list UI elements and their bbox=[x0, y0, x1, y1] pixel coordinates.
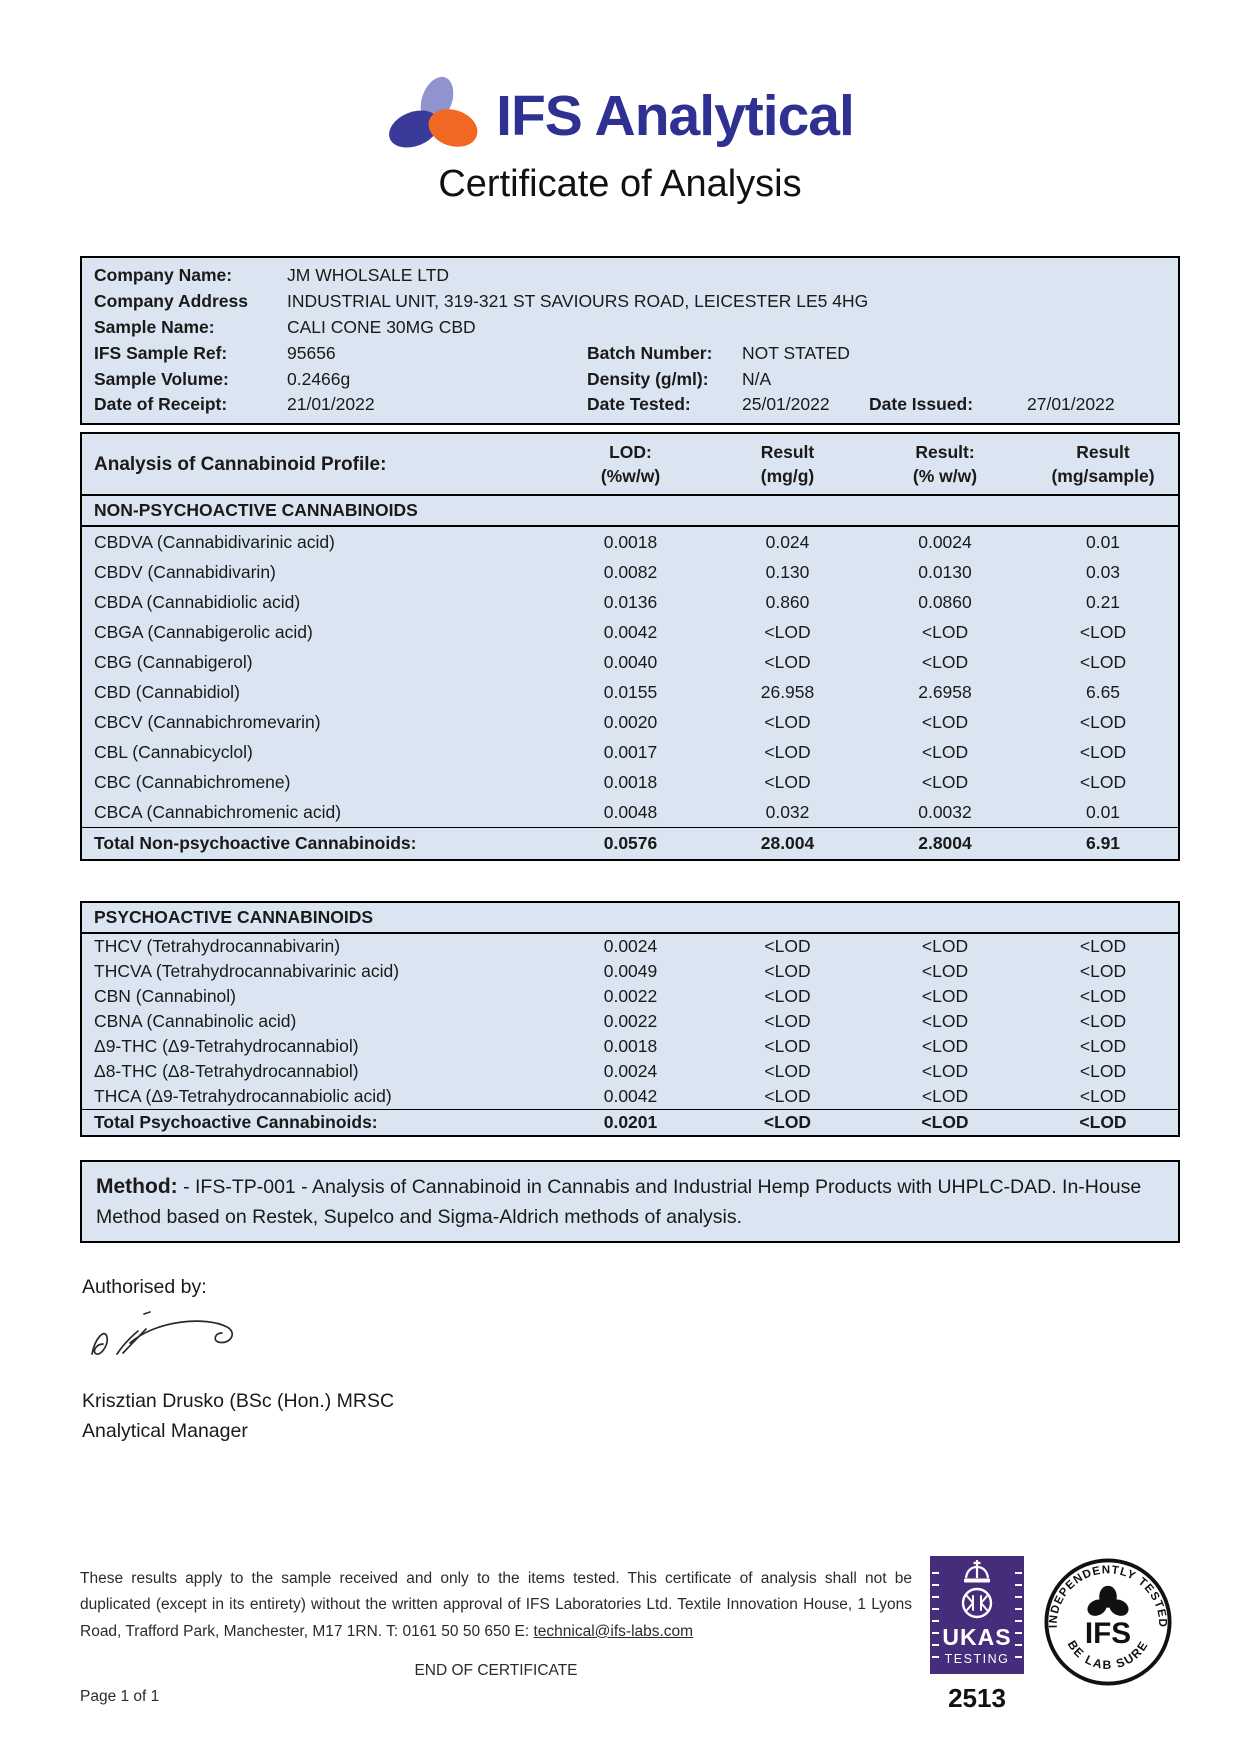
cell-name: CBC (Cannabichromene) bbox=[94, 771, 291, 792]
cannabinoid-row bbox=[82, 557, 1178, 587]
total-name: Total Psychoactive Cannabinoids: bbox=[94, 1112, 378, 1132]
total-mgg: <LOD bbox=[763, 1112, 812, 1132]
brand-name: IFS Analytical bbox=[496, 84, 854, 148]
cell-lod: 0.0048 bbox=[603, 801, 658, 822]
total-mgg: 28.004 bbox=[760, 833, 815, 854]
sample-name-value: CALI CONE 30MG CBD bbox=[287, 316, 476, 337]
date-issued-value: 27/01/2022 bbox=[1027, 394, 1115, 415]
cell-mg_sample: <LOD bbox=[1079, 1086, 1127, 1106]
cell-mg_sample: 0.01 bbox=[1085, 801, 1121, 822]
batch-number-label: Batch Number: bbox=[587, 342, 713, 363]
stamp-top-text: INDEPENDENTLY TESTED bbox=[1047, 1564, 1169, 1629]
cell-name: THCV (Tetrahydrocannabivarin) bbox=[94, 936, 341, 956]
cell-mg_g: <LOD bbox=[764, 771, 811, 792]
col-header-mgsample bbox=[1024, 441, 1182, 488]
cannabinoid-row bbox=[82, 677, 1178, 707]
cell-lod: 0.0017 bbox=[603, 741, 658, 762]
info-row-dates bbox=[82, 392, 1178, 418]
sample-volume-value: 0.2466g bbox=[287, 368, 351, 389]
col-header-mgsample-line2: (mg/sample) bbox=[1051, 465, 1155, 486]
cell-mg_g: 0.130 bbox=[765, 561, 810, 582]
col-header-lod-line1: LOD: bbox=[609, 442, 652, 462]
date-of-receipt-value: 21/01/2022 bbox=[287, 394, 375, 415]
cannabinoid-row bbox=[82, 1059, 1178, 1084]
cell-mg_sample: <LOD bbox=[1079, 1011, 1127, 1031]
cell-name: CBNA (Cannabinolic acid) bbox=[94, 1011, 297, 1031]
method-text: - IFS-TP-001 - Analysis of Cannabinoid in Cannabis and Industrial Hemp Products with UHPLC-DAD. In-House Method based on Restek, Supelco and Sigma-Aldrich methods of analysis. bbox=[96, 1176, 1142, 1228]
col-header-mgg bbox=[709, 441, 866, 488]
density-value: N/A bbox=[742, 368, 772, 389]
cell-mg_g: <LOD bbox=[764, 1036, 811, 1056]
cell-pct: <LOD bbox=[921, 961, 969, 981]
cell-lod: 0.0042 bbox=[603, 621, 658, 642]
info-row-sample-volume bbox=[82, 366, 1178, 392]
cell-mg_g: <LOD bbox=[764, 1086, 811, 1106]
cell-pct: <LOD bbox=[921, 1086, 969, 1106]
stamp-bottom-text: BE LAB SURE bbox=[1064, 1637, 1152, 1672]
cell-name: CBL (Cannabicyclol) bbox=[94, 741, 253, 762]
page-number: Page 1 of 1 bbox=[80, 1688, 160, 1705]
cannabinoid-row bbox=[82, 934, 1178, 959]
date-of-receipt-label: Date of Receipt: bbox=[94, 394, 228, 415]
total-pct: 2.8004 bbox=[918, 833, 972, 854]
analysis-table-header bbox=[82, 434, 1178, 496]
col-header-lod bbox=[552, 441, 709, 488]
ukas-sub: TESTING bbox=[944, 1652, 1010, 1666]
total-lod: 0.0201 bbox=[603, 1112, 658, 1132]
date-tested-label: Date Tested: bbox=[587, 394, 691, 415]
cell-mg_g: 26.958 bbox=[760, 681, 815, 702]
cell-mg_sample: <LOD bbox=[1079, 986, 1127, 1006]
col-header-pct-line2: (% w/w) bbox=[912, 465, 978, 486]
cell-mg_sample: <LOD bbox=[1079, 961, 1127, 981]
cell-name: CBDA (Cannabidiolic acid) bbox=[94, 591, 301, 612]
cell-pct: 0.0130 bbox=[918, 561, 972, 582]
cannabinoid-row bbox=[82, 587, 1178, 617]
cell-name: CBD (Cannabidiol) bbox=[94, 681, 240, 702]
cell-mg_sample: <LOD bbox=[1079, 621, 1127, 642]
cell-lod: 0.0022 bbox=[603, 1011, 658, 1031]
end-of-certificate: END OF CERTIFICATE bbox=[414, 1662, 578, 1679]
sample-volume-label: Sample Volume: bbox=[94, 368, 229, 389]
non-psychoactive-total-row bbox=[82, 827, 1178, 859]
info-row-company-name bbox=[82, 263, 1178, 289]
cell-name: CBCA (Cannabichromenic acid) bbox=[94, 801, 342, 822]
signatory-role: Analytical Manager bbox=[82, 1420, 248, 1443]
cell-lod: 0.0018 bbox=[603, 531, 658, 552]
cell-pct: <LOD bbox=[921, 936, 969, 956]
cell-mg_sample: 0.21 bbox=[1085, 591, 1121, 612]
cell-pct: 0.0032 bbox=[918, 801, 972, 822]
company-address-value: INDUSTRIAL UNIT, 319-321 ST SAVIOURS ROAD, LEICESTER LE5 4HG bbox=[287, 291, 869, 312]
cell-lod: 0.0042 bbox=[603, 1086, 658, 1106]
cannabinoid-row bbox=[82, 959, 1178, 984]
ukas-box bbox=[930, 1556, 1024, 1674]
sample-name-label: Sample Name: bbox=[94, 316, 215, 337]
col-header-lod-line2: (%w/w) bbox=[600, 465, 661, 486]
cell-mg_g: <LOD bbox=[764, 1011, 811, 1031]
cell-name: CBCV (Cannabichromevarin) bbox=[94, 711, 321, 732]
ifs-sample-ref-label: IFS Sample Ref: bbox=[94, 342, 228, 363]
cell-pct: 0.0860 bbox=[918, 591, 972, 612]
total-lod: 0.0576 bbox=[603, 833, 658, 854]
cell-mg_g: 0.860 bbox=[765, 591, 810, 612]
signatory-block bbox=[82, 1386, 394, 1446]
info-row-company-address bbox=[82, 289, 1178, 315]
cell-mg_sample: <LOD bbox=[1079, 936, 1127, 956]
method-label: Method: bbox=[96, 1175, 178, 1198]
cell-name: CBDVA (Cannabidivarinic acid) bbox=[94, 531, 335, 552]
ifs-stamp-icon bbox=[1042, 1556, 1174, 1688]
non-psychoactive-table bbox=[80, 432, 1180, 861]
total-pct: <LOD bbox=[921, 1112, 969, 1132]
cell-mg_g: <LOD bbox=[764, 741, 811, 762]
cell-mg_sample: 6.65 bbox=[1085, 681, 1121, 702]
company-name-label: Company Name: bbox=[94, 265, 233, 286]
cell-lod: 0.0082 bbox=[603, 561, 658, 582]
cell-name: THCVA (Tetrahydrocannabivarinic acid) bbox=[94, 961, 400, 981]
density-label: Density (g/ml): bbox=[587, 368, 709, 389]
cell-name: CBDV (Cannabidivarin) bbox=[94, 561, 276, 582]
cell-pct: <LOD bbox=[921, 741, 969, 762]
cell-lod: 0.0040 bbox=[603, 651, 658, 672]
cell-mg_g: <LOD bbox=[764, 621, 811, 642]
total-mgsample: 6.91 bbox=[1085, 833, 1121, 854]
cannabinoid-row bbox=[82, 707, 1178, 737]
cell-pct: 0.0024 bbox=[918, 531, 972, 552]
cell-mg_sample: <LOD bbox=[1079, 741, 1127, 762]
sample-info-table bbox=[80, 256, 1180, 425]
date-tested-value: 25/01/2022 bbox=[742, 394, 830, 415]
cell-mg_g: <LOD bbox=[764, 1061, 811, 1081]
cell-name: CBGA (Cannabigerolic acid) bbox=[94, 621, 313, 642]
cell-lod: 0.0018 bbox=[603, 771, 658, 792]
cell-name: Δ9-THC (Δ9-Tetrahydrocannabiol) bbox=[94, 1036, 359, 1056]
cell-pct: <LOD bbox=[921, 986, 969, 1006]
ukas-accreditation-number: 2513 bbox=[948, 1683, 1006, 1713]
cell-lod: 0.0024 bbox=[603, 936, 658, 956]
cell-mg_g: <LOD bbox=[764, 711, 811, 732]
cell-mg_sample: <LOD bbox=[1079, 771, 1127, 792]
cell-mg_g: <LOD bbox=[764, 986, 811, 1006]
batch-number-value: NOT STATED bbox=[742, 342, 850, 363]
authorised-by-label: Authorised by: bbox=[82, 1276, 207, 1298]
ukas-name: UKAS bbox=[942, 1624, 1012, 1650]
cannabinoid-row bbox=[82, 617, 1178, 647]
cell-lod: 0.0018 bbox=[603, 1036, 658, 1056]
non-psychoactive-rows bbox=[82, 527, 1178, 827]
cell-lod: 0.0020 bbox=[603, 711, 658, 732]
cell-mg_sample: 0.01 bbox=[1085, 531, 1121, 552]
ifs-sample-ref-value: 95656 bbox=[287, 342, 336, 363]
cell-lod: 0.0022 bbox=[603, 986, 658, 1006]
cell-pct: <LOD bbox=[921, 1061, 969, 1081]
cell-mg_sample: <LOD bbox=[1079, 651, 1127, 672]
footer-disclaimer bbox=[80, 1566, 912, 1645]
company-name-value: JM WHOLSALE LTD bbox=[287, 265, 450, 286]
stamp-center-text: IFS bbox=[1084, 1616, 1132, 1650]
brand-header bbox=[0, 76, 1240, 156]
col-header-mgg-line1: Result bbox=[760, 442, 815, 462]
analysis-title: Analysis of Cannabinoid Profile: bbox=[94, 453, 387, 475]
cell-name: THCA (Δ9-Tetrahydrocannabiolic acid) bbox=[94, 1086, 392, 1106]
col-header-mgg-line2: (mg/g) bbox=[760, 465, 815, 486]
cell-pct: <LOD bbox=[921, 1011, 969, 1031]
document-title: Certificate of Analysis bbox=[438, 163, 802, 205]
cell-lod: 0.0024 bbox=[603, 1061, 658, 1081]
cell-name: Δ8-THC (Δ8-Tetrahydrocannabiol) bbox=[94, 1061, 359, 1081]
cell-lod: 0.0136 bbox=[603, 591, 658, 612]
cannabinoid-row bbox=[82, 1009, 1178, 1034]
ukas-device-icon bbox=[957, 1583, 997, 1623]
cell-pct: <LOD bbox=[921, 771, 969, 792]
cell-lod: 0.0155 bbox=[603, 681, 658, 702]
cell-mg_g: <LOD bbox=[764, 651, 811, 672]
cell-pct: <LOD bbox=[921, 1036, 969, 1056]
info-row-sample-name bbox=[82, 315, 1178, 341]
psychoactive-rows bbox=[82, 934, 1178, 1109]
cell-mg_sample: <LOD bbox=[1079, 711, 1127, 732]
col-header-pct-line1: Result: bbox=[915, 442, 975, 462]
cell-mg_sample: <LOD bbox=[1079, 1061, 1127, 1081]
signatory-name: Krisztian Drusko (BSc (Hon.) MRSC bbox=[82, 1390, 395, 1412]
cannabinoid-row bbox=[82, 647, 1178, 677]
cannabinoid-row bbox=[82, 527, 1178, 557]
section-header-psychoactive: PSYCHOACTIVE CANNABINOIDS bbox=[82, 903, 1178, 934]
cell-mg_g: <LOD bbox=[764, 936, 811, 956]
ifs-flower-logo-icon bbox=[386, 76, 482, 156]
cell-mg_g: 0.024 bbox=[765, 531, 810, 552]
total-mgsample: <LOD bbox=[1079, 1112, 1127, 1132]
cell-pct: 2.6958 bbox=[918, 681, 972, 702]
cannabinoid-row bbox=[82, 737, 1178, 767]
cannabinoid-row bbox=[82, 1034, 1178, 1059]
cell-lod: 0.0049 bbox=[603, 961, 658, 981]
cell-mg_sample: <LOD bbox=[1079, 1036, 1127, 1056]
col-header-mgsample-line1: Result bbox=[1076, 442, 1130, 462]
cell-name: CBG (Cannabigerol) bbox=[94, 651, 253, 672]
cell-name: CBN (Cannabinol) bbox=[94, 986, 237, 1006]
ukas-logo bbox=[926, 1556, 1028, 1714]
cell-mg_g: 0.032 bbox=[765, 801, 810, 822]
technical-email-link[interactable]: technical@ifs-labs.com bbox=[533, 1622, 694, 1640]
cell-mg_sample: 0.03 bbox=[1085, 561, 1121, 582]
cell-pct: <LOD bbox=[921, 621, 969, 642]
cell-pct: <LOD bbox=[921, 711, 969, 732]
cannabinoid-row bbox=[82, 767, 1178, 797]
total-name: Total Non-psychoactive Cannabinoids: bbox=[94, 833, 417, 854]
method-box bbox=[80, 1160, 1180, 1243]
cannabinoid-row bbox=[82, 984, 1178, 1009]
cannabinoid-row bbox=[82, 1084, 1178, 1109]
info-row-sample-ref bbox=[82, 340, 1178, 366]
cell-pct: <LOD bbox=[921, 651, 969, 672]
section-header-non-psychoactive: NON-PSYCHOACTIVE CANNABINOIDS bbox=[82, 496, 1178, 527]
col-header-pct bbox=[866, 441, 1024, 488]
psychoactive-table bbox=[80, 901, 1180, 1137]
psychoactive-total-row bbox=[82, 1109, 1178, 1135]
disclaimer-text: These results apply to the sample received and only to the items tested. This certificate of analysis shall not be duplicated (except in its entirety) without the written approval of IFS Laboratories Ltd. Textile Innovation House, 1 Lyons Road, Trafford Park, Manchester, M17 1RN. T: 0161 50 50 650 E: bbox=[80, 1570, 912, 1640]
company-address-label: Company Address bbox=[94, 291, 248, 312]
crown-icon bbox=[959, 1559, 995, 1584]
date-issued-label: Date Issued: bbox=[869, 394, 974, 415]
cannabinoid-row bbox=[82, 797, 1178, 827]
cell-mg_g: <LOD bbox=[764, 961, 811, 981]
signature-image bbox=[84, 1300, 274, 1378]
